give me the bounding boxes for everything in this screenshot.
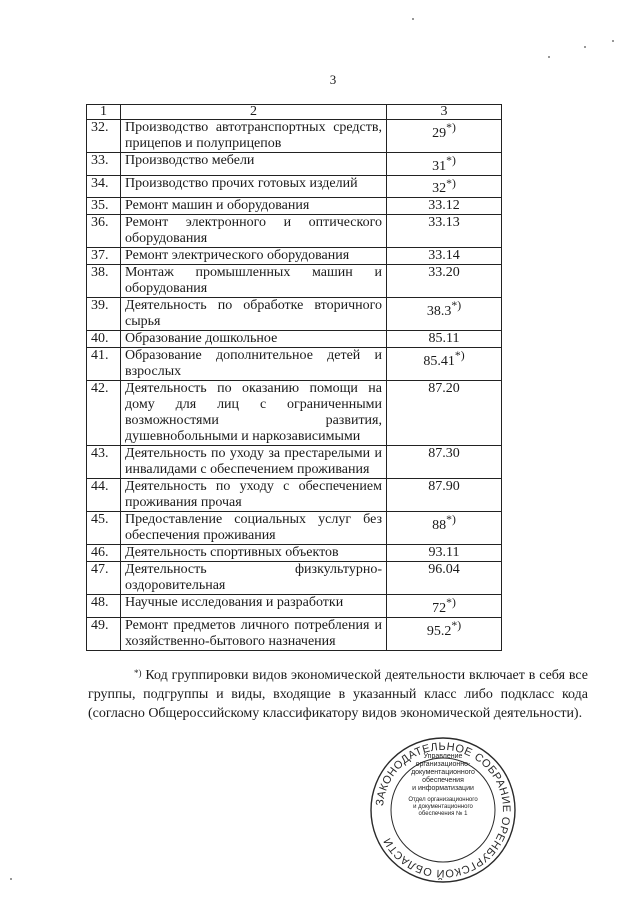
activity-code: 88 bbox=[432, 517, 447, 533]
row-number: 35. bbox=[87, 198, 121, 215]
row-number: 37. bbox=[87, 248, 121, 265]
activity-name: Ремонт машин и оборудования bbox=[121, 198, 387, 215]
stamp-ring-text: ЗАКОНОДАТЕЛЬНОЕ СОБРАНИЕ ОРЕНБУРГСКОЙ ОБЛАСТИ bbox=[374, 740, 513, 880]
activity-name: Производство автотранспортных средств, прицепов и полуприцепов bbox=[121, 120, 387, 153]
table-row bbox=[87, 381, 502, 446]
activity-code: 29 bbox=[432, 125, 447, 141]
footnote-mark: *) bbox=[134, 668, 142, 678]
activity-code: 93.11 bbox=[428, 545, 460, 561]
activity-code-cell bbox=[387, 153, 502, 176]
activity-code-cell bbox=[387, 348, 502, 381]
activity-code-cell bbox=[387, 446, 502, 479]
activity-name: Ремонт электрического оборудования bbox=[121, 248, 387, 265]
row-number: 43. bbox=[87, 446, 121, 479]
activity-code-cell bbox=[387, 248, 502, 265]
row-number: 33. bbox=[87, 153, 121, 176]
activity-code-cell bbox=[387, 120, 502, 153]
scan-speck bbox=[548, 56, 550, 58]
activity-code: 72 bbox=[432, 600, 447, 616]
activity-name: Деятельность по уходу с обеспечением проживания прочая bbox=[121, 479, 387, 512]
activity-name: Ремонт электронного и оптического оборудования bbox=[121, 215, 387, 248]
scan-speck bbox=[612, 40, 614, 42]
stamp-department-line: обеспечения № 1 bbox=[418, 811, 468, 817]
table-row bbox=[87, 545, 502, 562]
activity-code: 32 bbox=[432, 181, 447, 197]
stamp-department-line: Отдел организационного bbox=[408, 797, 478, 803]
activity-code: 95.2 bbox=[426, 623, 452, 639]
activity-code-cell bbox=[387, 595, 502, 618]
table-row bbox=[87, 348, 502, 381]
activity-code-cell bbox=[387, 265, 502, 298]
activity-code-cell bbox=[387, 479, 502, 512]
footnote-text: Код группировки видов экономической деятельности включает в себя все группы, подгруппы и виды, входящие в указанный класс либо подкласс кода (согласно Общероссийскому классификатору видов экономической деятельности). bbox=[88, 668, 588, 721]
stamp-line: Управление bbox=[423, 753, 463, 760]
activity-code-cell bbox=[387, 617, 502, 650]
activity-code-cell bbox=[387, 215, 502, 248]
activity-code: 33.13 bbox=[428, 215, 460, 231]
row-number: 42. bbox=[87, 381, 121, 446]
page-number: 3 bbox=[329, 72, 337, 87]
row-number: 32. bbox=[87, 120, 121, 153]
activity-name: Монтаж промышленных машин и оборудования bbox=[121, 265, 387, 298]
official-stamp bbox=[368, 735, 518, 885]
footnote bbox=[88, 666, 588, 723]
row-number: 44. bbox=[87, 479, 121, 512]
table-row bbox=[87, 120, 502, 153]
activity-name: Научные исследования и разработки bbox=[121, 595, 387, 618]
row-number: 47. bbox=[87, 562, 121, 595]
table-header-row bbox=[87, 105, 502, 120]
table-row bbox=[87, 512, 502, 545]
footnote-mark: *) bbox=[446, 121, 456, 134]
row-number: 34. bbox=[87, 175, 121, 198]
activity-name: Деятельность физкультурно-оздоровительная bbox=[121, 562, 387, 595]
table-row bbox=[87, 153, 502, 176]
table-row bbox=[87, 562, 502, 595]
row-number: 36. bbox=[87, 215, 121, 248]
activity-code: 33.20 bbox=[428, 265, 460, 281]
activity-code: 87.90 bbox=[428, 479, 460, 495]
activity-code: 85.11 bbox=[428, 331, 460, 347]
table-row bbox=[87, 265, 502, 298]
activity-code-cell bbox=[387, 512, 502, 545]
table-row bbox=[87, 175, 502, 198]
activity-name: Производство прочих готовых изделий bbox=[121, 175, 387, 198]
table-row bbox=[87, 446, 502, 479]
activity-code: 85.41 bbox=[423, 353, 455, 369]
stamp-line: и информатизации bbox=[412, 785, 474, 792]
activity-name: Ремонт предметов личного потребления и хозяйственно-бытового назначения bbox=[121, 617, 387, 650]
activity-code-cell bbox=[387, 562, 502, 595]
activity-code-cell bbox=[387, 298, 502, 331]
activity-code-cell bbox=[387, 381, 502, 446]
table-row bbox=[87, 298, 502, 331]
column-header: 1 bbox=[87, 105, 121, 120]
row-number: 49. bbox=[87, 617, 121, 650]
activity-code-cell bbox=[387, 331, 502, 348]
stamp-line: документационного bbox=[411, 769, 475, 776]
activity-code: 38.3 bbox=[426, 303, 452, 319]
activity-codes-table bbox=[86, 104, 502, 651]
activity-code-cell bbox=[387, 198, 502, 215]
footnote-mark: *) bbox=[451, 299, 462, 313]
footnote-mark: *) bbox=[446, 176, 456, 190]
activity-code: 33.12 bbox=[428, 198, 460, 214]
activity-code-cell bbox=[387, 545, 502, 562]
column-header: 2 bbox=[121, 105, 387, 120]
activity-code: 31 bbox=[432, 158, 447, 174]
table-row bbox=[87, 595, 502, 618]
scan-speck bbox=[10, 878, 12, 880]
column-header: 3 bbox=[387, 105, 502, 120]
table-row bbox=[87, 215, 502, 248]
stamp-line: обеспечения bbox=[422, 777, 464, 784]
footnote-mark: *) bbox=[446, 513, 456, 527]
row-number: 40. bbox=[87, 331, 121, 348]
activity-name: Образование дополнительное детей и взрослых bbox=[121, 348, 387, 381]
row-number: 39. bbox=[87, 298, 121, 331]
activity-name: Предоставление социальных услуг без обеспечения проживания bbox=[121, 512, 387, 545]
activity-name: Деятельность по обработке вторичного сырья bbox=[121, 298, 387, 331]
table-row bbox=[87, 479, 502, 512]
stamp-line: организационно- bbox=[415, 761, 471, 768]
table-row bbox=[87, 617, 502, 650]
row-number: 46. bbox=[87, 545, 121, 562]
scan-speck bbox=[584, 46, 586, 48]
footnote-mark: *) bbox=[446, 596, 456, 610]
stamp-department-line: и документационного bbox=[413, 804, 473, 810]
row-number: 38. bbox=[87, 265, 121, 298]
activity-code: 87.20 bbox=[428, 381, 460, 397]
footnote-mark: *) bbox=[454, 349, 465, 363]
activity-name: Деятельность по оказанию помощи на дому для лиц с ограниченными возможностями развития, душевнобольными и наркозависимыми bbox=[121, 381, 387, 446]
footnote-mark: *) bbox=[446, 154, 456, 167]
scan-speck bbox=[412, 18, 414, 20]
activity-code: 96.04 bbox=[428, 562, 460, 578]
table-row bbox=[87, 248, 502, 265]
stamp-center-text bbox=[396, 753, 490, 818]
activity-code: 87.30 bbox=[428, 446, 460, 462]
footnote-mark: *) bbox=[451, 618, 462, 632]
activity-code: 33.14 bbox=[428, 248, 460, 264]
table-row bbox=[87, 331, 502, 348]
activity-name: Деятельность спортивных объектов bbox=[121, 545, 387, 562]
activity-name: Деятельность по уходу за престарелыми и инвалидами с обеспечением проживания bbox=[121, 446, 387, 479]
activity-name: Производство мебели bbox=[121, 153, 387, 176]
row-number: 48. bbox=[87, 595, 121, 618]
table-row bbox=[87, 198, 502, 215]
activity-code-cell bbox=[387, 175, 502, 198]
row-number: 45. bbox=[87, 512, 121, 545]
activity-name: Образование дошкольное bbox=[121, 331, 387, 348]
row-number: 41. bbox=[87, 348, 121, 381]
table-body bbox=[87, 120, 502, 651]
